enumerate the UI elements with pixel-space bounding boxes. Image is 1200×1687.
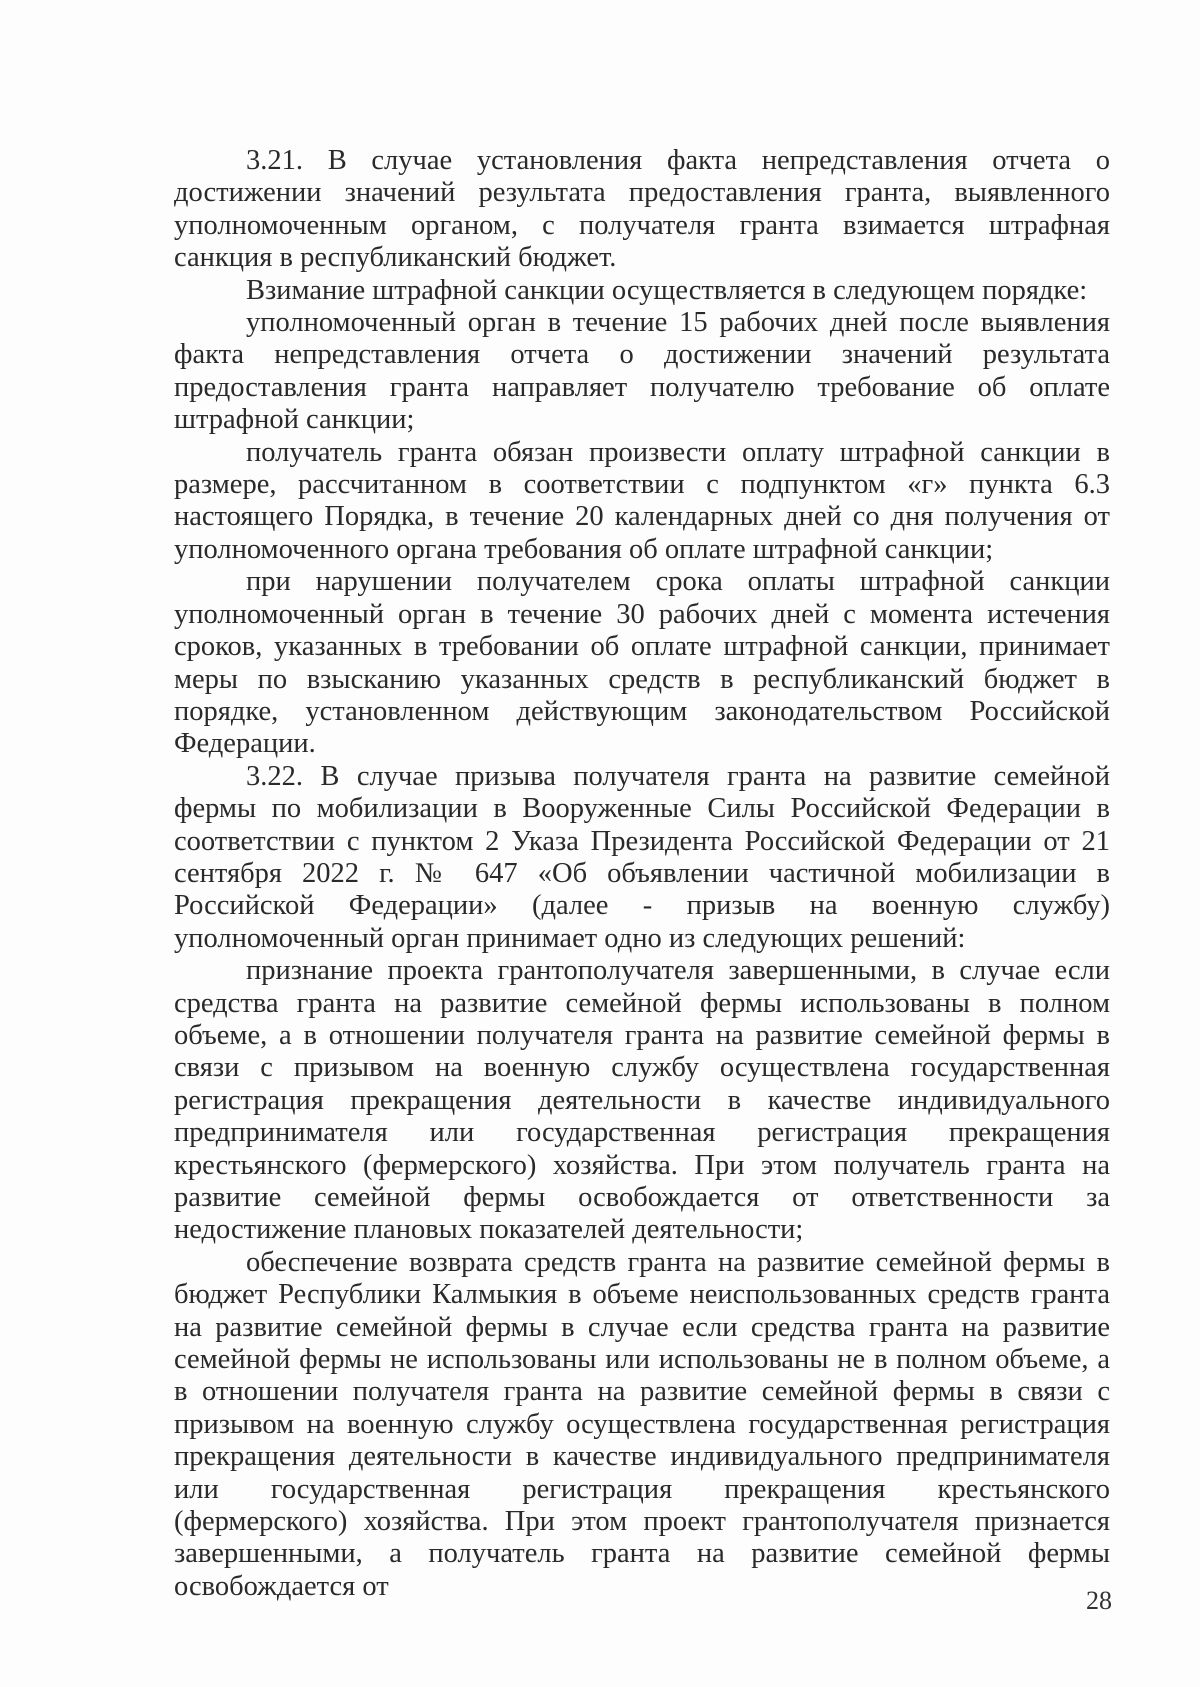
paragraph-recipient-payment: получатель гранта обязан произвести оплату штрафной санкции в размере, рассчитанном в соответствии с подпунктом «г» пункта 6.3 настоящего Порядка, в течение 20 календарных дней со дня получения от уполномоченного органа требования об оплате штрафной санкции; <box>174 436 1110 565</box>
paragraph-penalty-procedure: Взимание штрафной санкции осуществляется в следующем порядке: <box>246 274 1088 306</box>
document-body <box>174 145 1110 1603</box>
paragraph-3-22: 3.22. В случае призыва получателя гранта на развитие семейной фермы по мобилизации в Вооруженные Силы Российской Федерации в соответствии с пунктом 2 Указа Президента Российской Федерации от 21 сентября 2022 г. № 647 «Об объявлении частичной мобилизации в Российской Федерации» (далее - призыв на военную службу) уполномоченный орган принимает одно из следующих решений: <box>174 760 1110 954</box>
paragraph-authority-requirement: уполномоченный орган в течение 15 рабочих дней после выявления факта непредставления отчета о достижении значений результата предоставления гранта направляет получателю требование об оплате штрафной санкции; <box>174 307 1110 436</box>
paragraph-project-completed: признание проекта грантополучателя завершенными, в случае если средства гранта на развитие семейной фермы использованы в полном объеме, а в отношении получателя гранта на развитие семейной фермы в связи с призывом на военную службу осуществлена государственная регистрация прекращения деятельности в качестве индивидуального предпринимателя или государственная регистрация прекращения крестьянского (фермерского) хозяйства. При этом получатель гранта на развитие семейной фермы освобождается от ответственности за недостижение плановых показателей деятельности; <box>174 955 1110 1246</box>
paragraph-3-21: 3.21. В случае установления факта непредставления отчета о достижении значений результата предоставления гранта, выявленного уполномоченным органом, с получателя гранта взимается штрафная санкция в республиканский бюджет. <box>174 145 1110 274</box>
paragraph-recovery-measures: при нарушении получателем срока оплаты штрафной санкции уполномоченный орган в течение 30 рабочих дней с момента истечения сроков, указанных в требовании об оплате штрафной санкции, принимает меры по взысканию указанных средств в республиканский бюджет в порядке, установленном действующим законодательством Российской Федерации. <box>174 566 1110 760</box>
page-number: 28 <box>1086 1586 1112 1615</box>
paragraph-funds-return: обеспечение возврата средств гранта на развитие семейной фермы в бюджет Республики Калмыкия в объеме неиспользованных средств гранта на развитие семейной фермы в случае если средства гранта на развитие семейной фермы не использованы или использованы не в полном объеме, а в отношении получателя гранта на развитие семейной фермы в связи с призывом на военную службу осуществлена государственная регистрация прекращения деятельности в качестве индивидуального предпринимателя или государственная регистрация прекращения крестьянского (фермерского) хозяйства. При этом проект грантополучателя признается завершенными, а получатель гранта на развитие семейной фермы освобождается от <box>174 1246 1110 1602</box>
